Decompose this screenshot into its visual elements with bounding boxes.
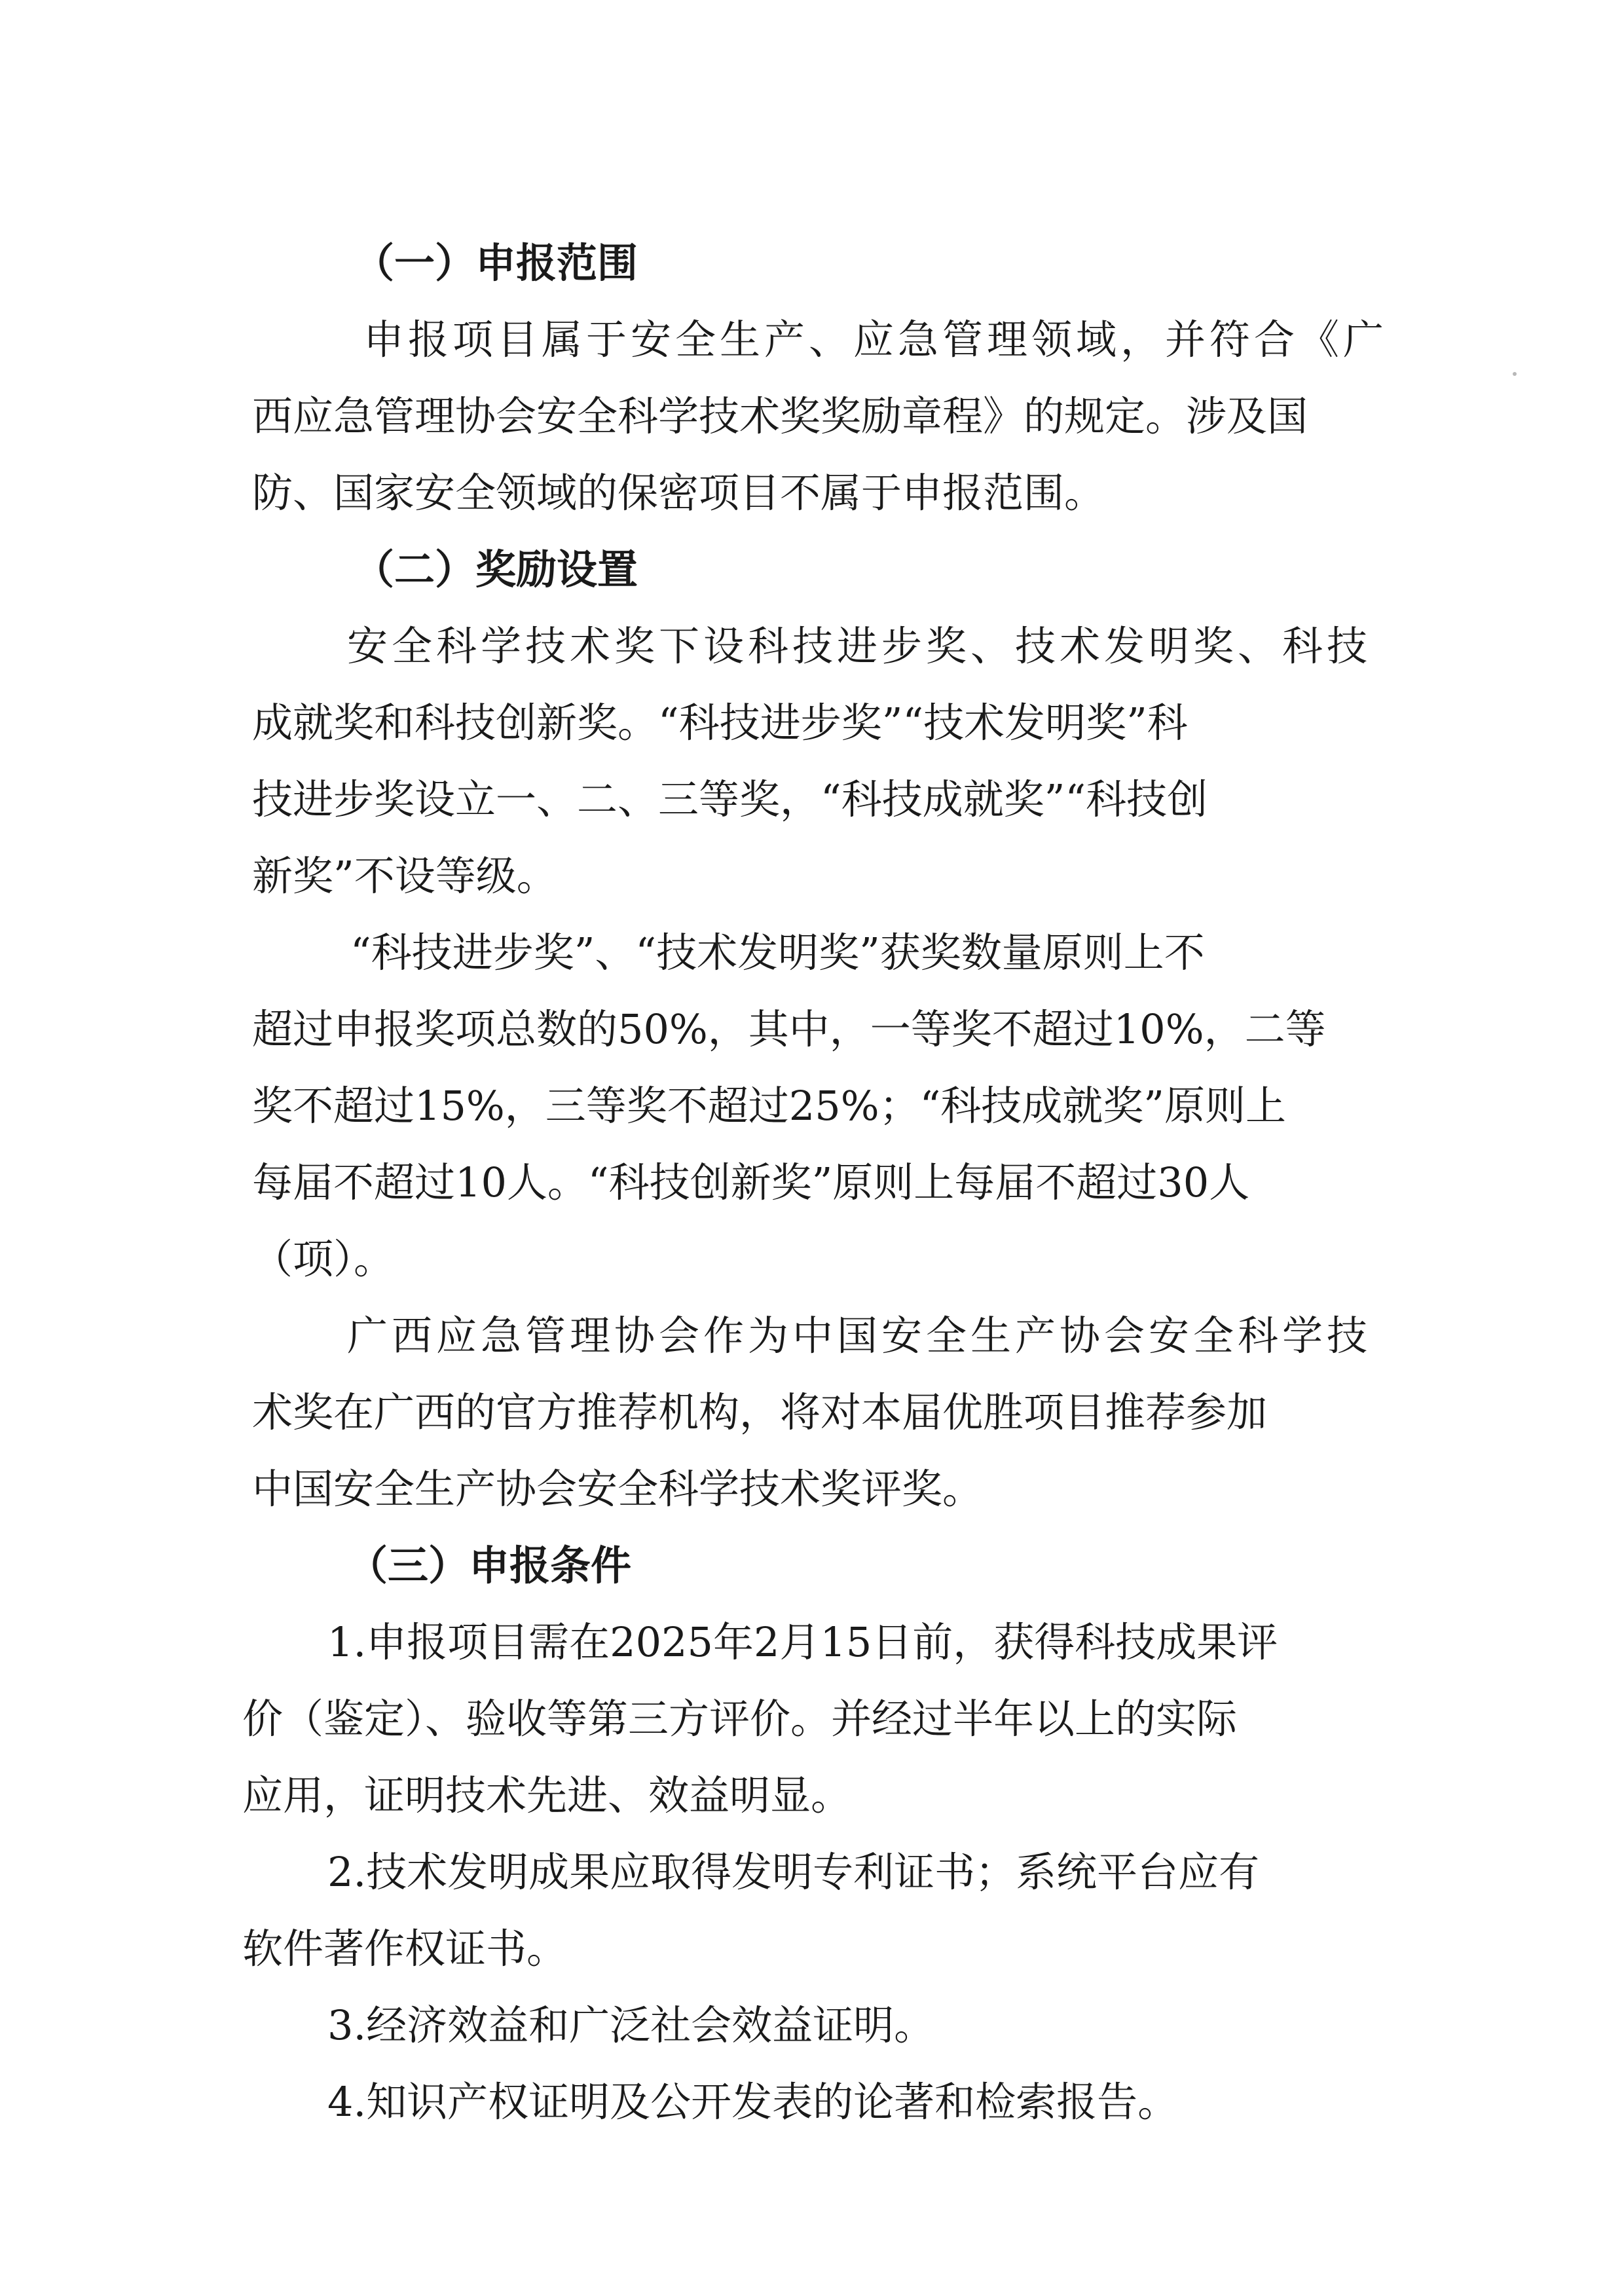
list-item: 4.知识产权证明及公开发表的论著和检索报告。	[327, 2078, 1179, 2126]
paragraph-line: 安全科学技术奖下设科技进步奖、技术发明奖、科技	[347, 622, 1372, 670]
paragraph-line: 申报项目属于安全生产、应急管理领域，并符合《广	[363, 316, 1388, 363]
paragraph-line: 西应急管理协会安全科学技术奖奖励章程》的规定。涉及国	[252, 392, 1308, 440]
list-item: 1.申报项目需在2025年2月15日前，获得科技成果评	[327, 1618, 1278, 1666]
list-item: 2.技术发明成果应取得发明专利证书；系统平台应有	[327, 1848, 1260, 1896]
section-heading-scope: （一）申报范围	[354, 239, 638, 287]
paragraph-line: 应用，证明技术先进、效益明显。	[242, 1771, 852, 1819]
paragraph-line: 防、国家安全领域的保密项目不属于申报范围。	[252, 469, 1105, 517]
paragraph-line: 成就奖和科技创新奖。“科技进步奖”“技术发明奖”科	[252, 699, 1188, 747]
paragraph-line: 奖不超过15%，三等奖不超过25%；“科技成就奖”原则上	[252, 1082, 1287, 1130]
paragraph-line: 术奖在广西的官方推荐机构，将对本届优胜项目推荐参加	[252, 1388, 1268, 1436]
section-heading-conditions: （三）申报条件	[347, 1542, 632, 1589]
paragraph-line: （项）。	[252, 1235, 395, 1283]
paragraph-line: 软件著作权证书。	[242, 1925, 568, 1972]
list-item: 3.经济效益和广泛社会效益证明。	[327, 2001, 935, 2049]
section-heading-awards: （二）奖励设置	[354, 546, 638, 593]
paragraph-line: 价（鉴定）、验收等第三方评价。并经过半年以上的实际	[242, 1695, 1238, 1743]
paragraph-line: 广西应急管理协会作为中国安全生产协会安全科学技	[347, 1312, 1372, 1360]
paragraph-line: 中国安全生产协会安全科学技术奖评奖。	[252, 1465, 984, 1513]
paragraph-line: 新奖”不设等级。	[252, 852, 557, 900]
scan-speck	[1513, 372, 1517, 376]
paragraph-line: “科技进步奖”、“技术发明奖”获奖数量原则上不	[350, 929, 1205, 976]
paragraph-line: 每届不超过10人。“科技创新奖”原则上每届不超过30人	[252, 1158, 1250, 1206]
paragraph-line: 技进步奖设立一、二、三等奖，“科技成就奖”“科技创	[252, 775, 1208, 823]
paragraph-line: 超过申报奖项总数的50%，其中，一等奖不超过10%，二等	[252, 1005, 1326, 1053]
